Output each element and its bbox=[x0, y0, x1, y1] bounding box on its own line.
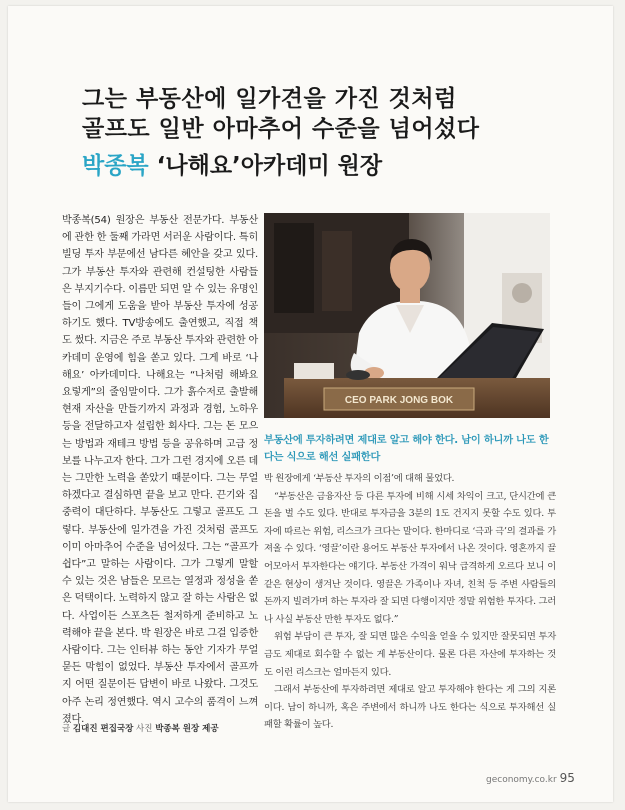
headline-block bbox=[82, 84, 552, 182]
headline-line-2: 골프도 일반 아마추어 수준을 넘어섰다 bbox=[82, 116, 480, 142]
person-title: ‘나해요’아카데미 원장 bbox=[148, 153, 383, 179]
person-name: 박종복 bbox=[82, 153, 149, 179]
portrait-photo bbox=[264, 213, 550, 418]
site-url: geconomy.co.kr bbox=[486, 775, 557, 785]
article-right-column bbox=[264, 470, 556, 734]
photo-caption: 부동산에 투자하려면 제대로 알고 해야 한다. 남이 하니까 나도 한다는 식으로 해선 실패한다 bbox=[264, 435, 549, 463]
article-left-column bbox=[62, 212, 258, 728]
byline-photo-source: 박종복 원장 제공 bbox=[155, 724, 219, 734]
byline-author: 김대진 편집국장 bbox=[72, 724, 134, 734]
headline-line-1: 그는 부동산에 일가견을 가진 것처럼 bbox=[82, 86, 457, 112]
article-paragraph: 그래서 부동산에 투자하려면 제대로 알고 투자해야 한다는 게 그의 지론이다. 남이 하니까, 혹은 주변에서 하니까 나도 한다는 식으로 투자해선 실패할 확률이 높다. bbox=[264, 684, 556, 731]
article-paragraph: 위험 부담이 큰 투자, 잘 되면 많은 수익을 얻을 수 있지만 잘못되면 투자금도 제대로 회수할 수 없는 게 부동산이다. 물론 다른 자산에 투자하는 것도 이런 리스크는 얼마든지 있다. bbox=[264, 631, 556, 678]
byline-prefix: 글 bbox=[62, 724, 73, 734]
nameplate-text: CEO PARK JONG BOK bbox=[344, 395, 454, 406]
person-heading bbox=[82, 150, 552, 182]
article-paragraph: 박 원장에게 ‘부동산 투자의 이점’에 대해 물었다. bbox=[264, 473, 455, 484]
page-footer bbox=[486, 771, 575, 785]
byline-middle: 사진 bbox=[133, 724, 156, 734]
byline bbox=[62, 722, 219, 734]
page-number: 95 bbox=[559, 771, 575, 785]
article-paragraph: 박종복(54) 원장은 부동산 전문가다. 부동산에 관한 한 둘째 가라면 서러운 사람이다. 특히 빌딩 투자 부문에선 남다른 혜안을 갖고 있다. 그가 부동산 투자와 관련해 컨설팅한 사람들은 부지기수다. 이름만 되면 알 수 있는 유명인들이 그에게 도움을 받아 부동산 투자에 성공하기도 했다. TV방송에도 출연했고, 직접 책도 썼다. 지금은 주로 부동산 투자와 관련한 아카데미 운영에 힘을 쏟고 있다. 그게 바로 ‘나해요’ 아카데미다. 나해요는 “나처럼 해봐요 요렇게”의 줄임말이다. 그가 흙수저로 출발해 현재 자산을 만들기까지 과정과 경험, 노하우 등을 전달하고자 설립한 회사다. 그는 돈 모으는 방법과 재테크 방법 등을 공유하며 고급 정보를 나누고자 한다. 그가 그런 경지에 오른 데는 그만한 노력을 쏟았기 때문이다. 그는 무얼 하겠다고 결심하면 끝을 보고 만다. 끈기와 집중력이 대단하다. 부동산도 그렇고 골프도 그렇다. 부동산에 일가견을 가진 것처럼 골프도 이미 아마추어 수준을 넘어섰다. 그는 “골프가 쉽다”고 말하는 사람이다. 그가 그렇게 말할 수 있는 것은 남들은 모르는 열정과 정성을 쏟은 덕택이다. 노력하지 않고 잘 하는 사람은 없다. 사업이든 스포츠든 철저하게 준비하고 노력해야 끝을 본다. 박 원장은 바로 그걸 입증한 사람이다. 그는 인터뷰 하는 동안 기자가 무얼 묻든 막힘이 없었다. 부동산 투자에서 골프까지 어떤 질문이든 답변이 바로 나왔다. 그것도 아주 논리 정연했다. 역시 고수의 품격이 느껴졌다. bbox=[62, 215, 258, 725]
article-paragraph: “부동산은 금융자산 등 다른 투자에 비해 시세 차익이 크고, 단시간에 큰 돈을 벌 수도 있다. 반대로 투자금을 3분의 1도 건지지 못할 수도 있다. 투자에 따르는 위험, 리스크가 크다는 말이다. 한마디로 ‘극과 극’의 결과를 가져올 수 있다. ‘영끌’이란 용어도 부동산 투자에서 나온 것이다. 영혼까지 끌어모아서 투자한다는 얘기다. 부동산 가격이 워낙 급격하게 오르다 보니 이같은 현상이 생겨난 것이다. 영끌은 가족이나 자녀, 친척 등 주변 사람들의 돈까지 빌려가며 하는 투자라 잘 되면 다행이지만 정말 위험한 투자다. 그러나 사실 부동산 만한 투자도 없다.” bbox=[264, 490, 556, 625]
